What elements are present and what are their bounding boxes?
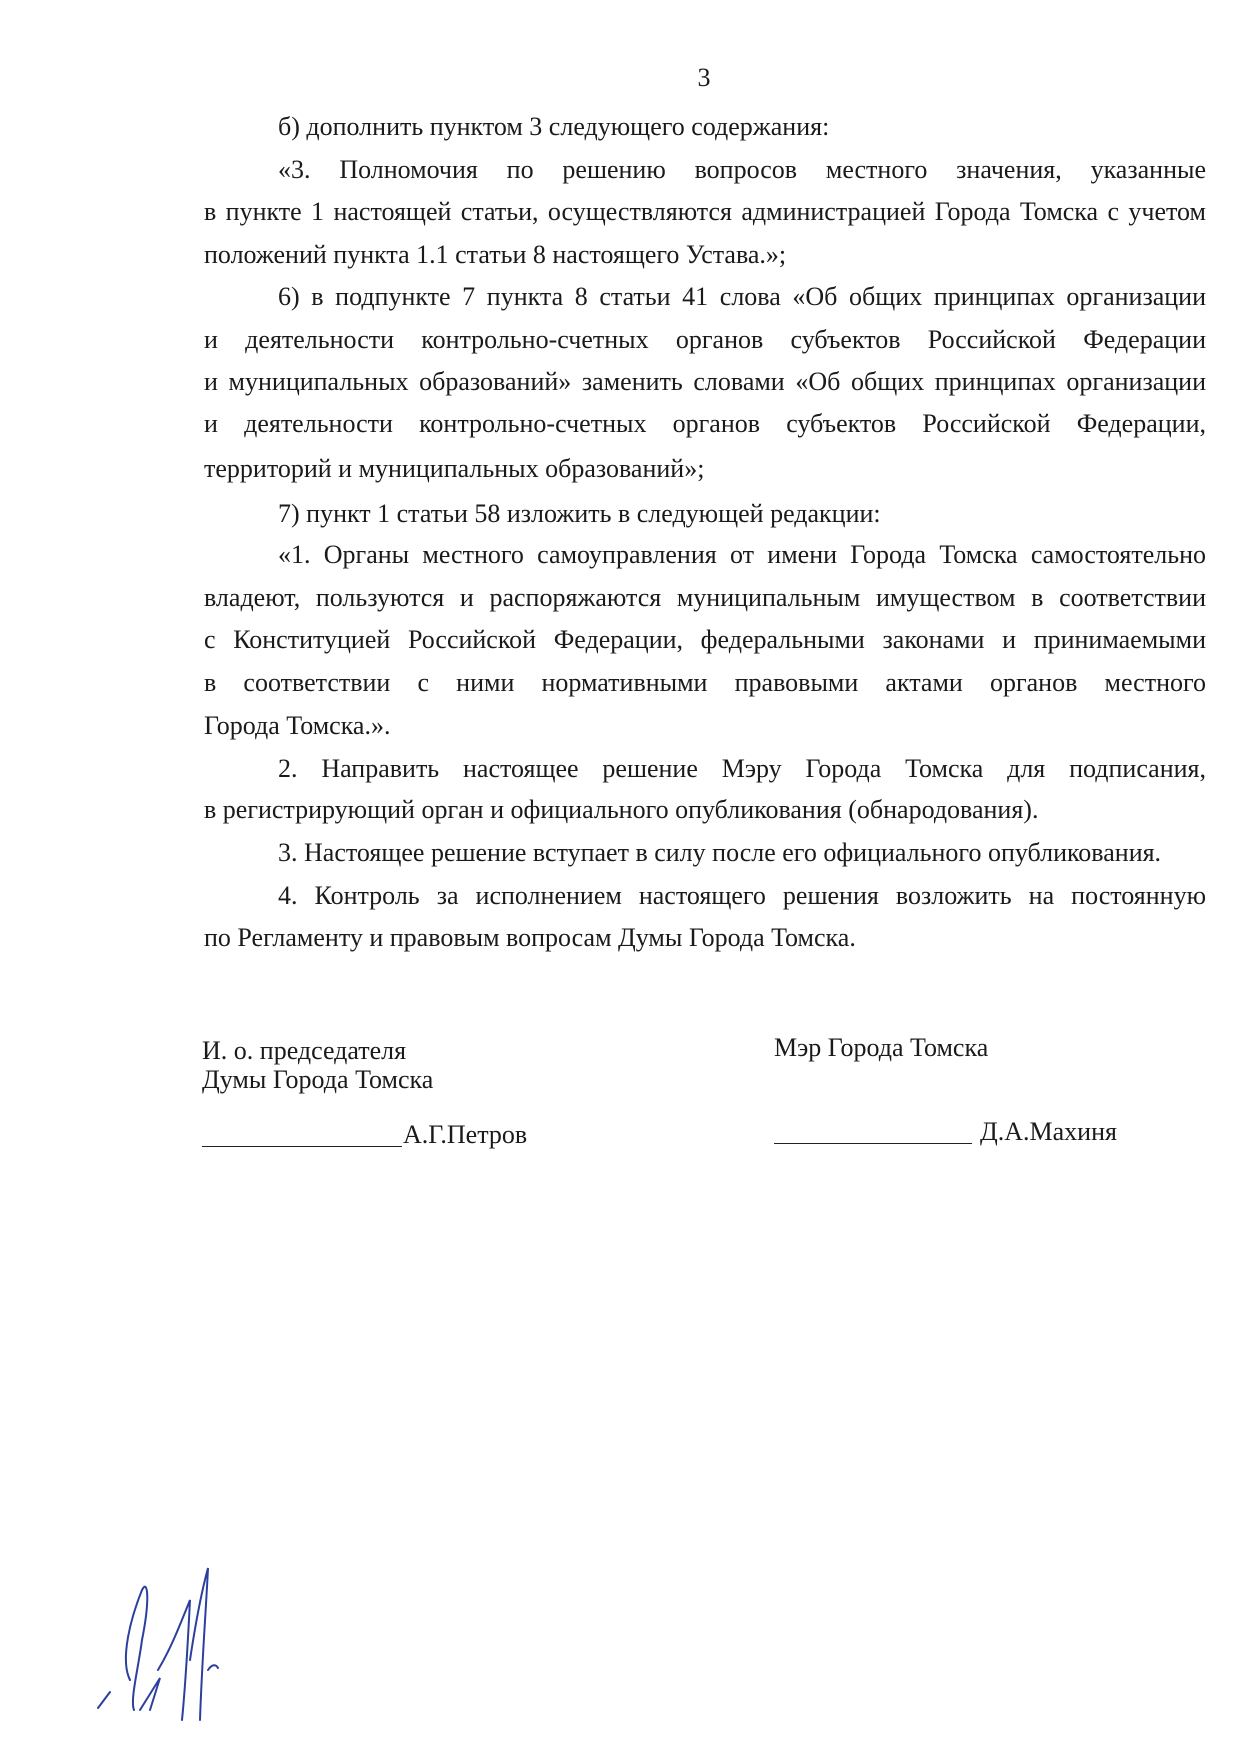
left-signatory-name: А.Г.Петров <box>403 1120 528 1149</box>
right-signatory-title: Мэр Города Томска <box>774 1033 989 1062</box>
text-line: 7) пункт 1 статьи 58 изложить в следующей редакции: <box>278 499 881 528</box>
text-line: положений пункта 1.1 статьи 8 настоящего Устава.»; <box>204 240 787 269</box>
text-line: Города Томска.». <box>204 711 391 740</box>
text-line: территорий и муниципальных образований»; <box>204 454 705 483</box>
page-number: 3 <box>697 63 711 92</box>
left-signature-line <box>202 1146 402 1147</box>
text-line: по Регламенту и правовым вопросам Думы Города Томска. <box>204 923 856 952</box>
handwritten-signature <box>90 1560 230 1725</box>
text-line: в регистрирующий орган и официального опубликования (обнародования). <box>204 795 1039 824</box>
left-signatory-title-2: Думы Города Томска <box>202 1065 434 1094</box>
right-signatory-name: Д.А.Махиня <box>980 1117 1117 1146</box>
right-signature-line <box>774 1143 972 1144</box>
left-signatory-title-1: И. о. председателя <box>202 1036 407 1065</box>
text-line: 3. Настоящее решение вступает в силу после его официального опубликования. <box>278 838 1162 867</box>
text-line: с Конституцией Российской Федерации, федеральными законами и принимаемыми <box>204 625 1206 654</box>
text-line: 6) в подпункте 7 пункта 8 статьи 41 слова «Об общих принципах организации <box>278 282 1206 311</box>
text-line: и деятельности контрольно-счетных органов субъектов Российской Федерации, <box>204 409 1206 438</box>
text-line: «1. Органы местного самоуправления от имени Города Томска самостоятельно <box>278 540 1206 569</box>
text-line: б) дополнить пунктом 3 следующего содержания: <box>278 112 830 141</box>
text-line: в пункте 1 настоящей статьи, осуществляются администрацией Города Томска с учетом <box>204 197 1206 226</box>
text-line: 2. Направить настоящее решение Мэру Города Томска для подписания, <box>278 754 1206 783</box>
text-line: и муниципальных образований» заменить словами «Об общих принципах организации <box>204 367 1206 396</box>
text-line: 4. Контроль за исполнением настоящего решения возложить на постоянную <box>278 881 1206 910</box>
text-line: и деятельности контрольно-счетных органов субъектов Российской Федерации <box>204 325 1206 354</box>
text-line: «3. Полномочия по решению вопросов местного значения, указанные <box>278 155 1206 184</box>
text-line: владеют, пользуются и распоряжаются муниципальным имуществом в соответствии <box>204 583 1206 612</box>
text-line: в соответствии с ними нормативными правовыми актами органов местного <box>204 668 1206 697</box>
